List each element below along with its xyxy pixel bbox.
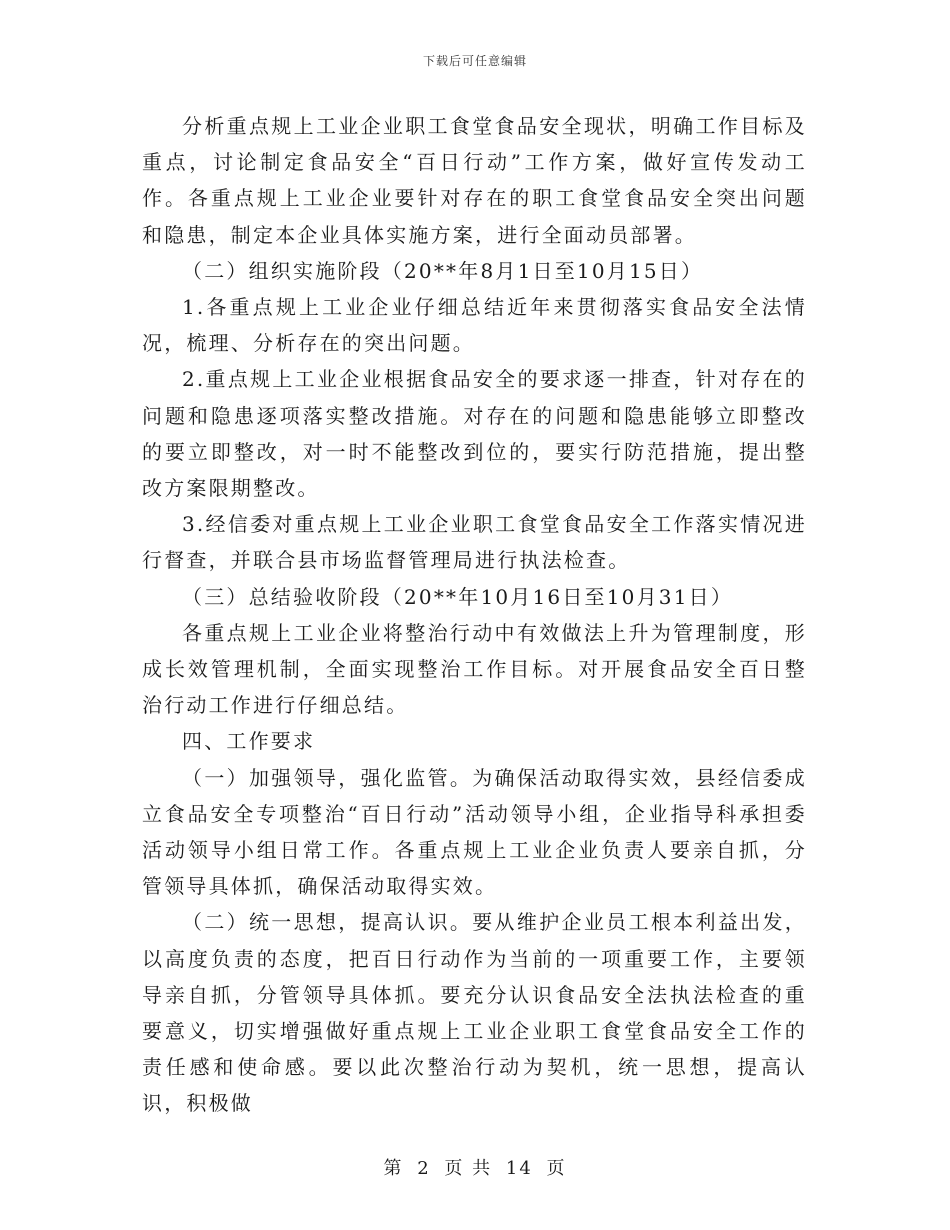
footer-suffix: 页: [546, 1158, 567, 1179]
section-heading: （二）组织实施阶段（20**年8月1日至10月15日）: [182, 258, 704, 283]
section-heading: 四、工作要求: [182, 729, 316, 754]
body-paragraph: 1.各重点规上工业企业仔细总结近年来贯彻落实食品安全法情况，梳理、分析存在的突出问题。: [142, 295, 807, 356]
body-paragraph: （一）加强领导，强化监管。为确保活动取得实效，县经信委成立食品安全专项整治“百日行动”活动领导小组，企业指导科承担委活动领导小组日常工作。各重点规上工业企业负责人要亲自抓，分管领导具体抓，确保活动取得实效。: [142, 765, 807, 899]
page-footer: [0, 1154, 950, 1180]
body-paragraph: 2.重点规上工业企业根据食品安全的要求逐一排查，针对存在的问题和隐患逐项落实整改措施。对存在的问题和隐患能够立即整改的要立即整改，对一时不能整改到位的，要实行防范措施，提出整改方案限期整改。: [142, 367, 807, 501]
footer-current-page: 2: [417, 1158, 431, 1179]
body-paragraph: 分析重点规上工业企业职工食堂食品安全现状，明确工作目标及重点，讨论制定食品安全“百日行动”工作方案，做好宣传发动工作。各重点规上工业企业要针对存在的职工食堂食品安全突出问题和隐患，制定本企业具体实施方案，进行全面动员部署。: [142, 114, 807, 247]
footer-prefix: 第: [383, 1158, 404, 1179]
section-heading: （三）总结验收阶段（20**年10月16日至10月31日）: [182, 584, 734, 609]
body-paragraph: 3.经信委对重点规上工业企业职工食堂食品安全工作落实情况进行督查，并联合县市场监督管理局进行执法检查。: [142, 512, 807, 573]
body-paragraph: 各重点规上工业企业将整治行动中有效做法上升为管理制度，形成长效管理机制，全面实现整治工作目标。对开展食品安全百日整治行动工作进行仔细总结。: [142, 620, 807, 718]
document-body: [142, 108, 807, 1122]
footer-total-pages: 14: [505, 1158, 533, 1179]
footer-middle: 页 共: [444, 1158, 493, 1179]
page-header: 下载后可任意编辑: [422, 54, 527, 68]
body-paragraph: （二）统一思想，提高认识。要从维护企业员工根本利益出发，以高度负责的态度，把百日行动作为当前的一项重要工作，主要领导亲自抓，分管领导具体抓。要充分认识食品安全法执法检查的重要意义，切实增强做好重点规上工业企业职工食堂食品安全工作的责任感和使命感。要以此次整治行动为契机，统一思想，提高认识，积极做: [142, 910, 807, 1116]
